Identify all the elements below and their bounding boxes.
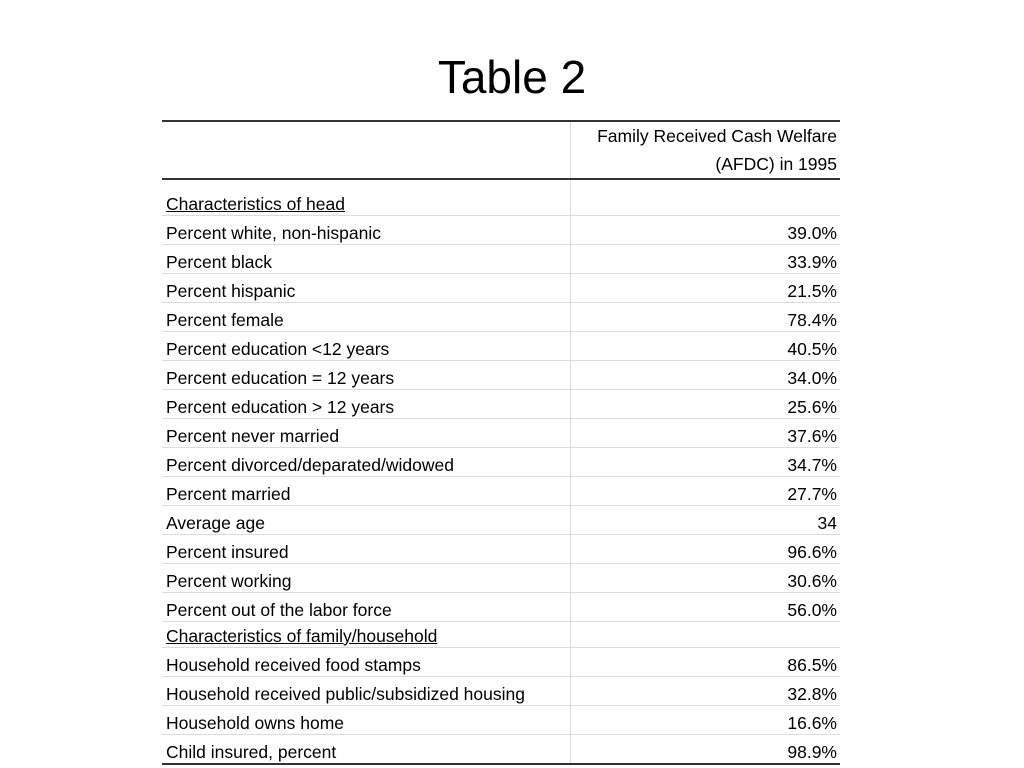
row-label: Percent hispanic xyxy=(162,274,570,303)
table-row xyxy=(162,216,840,245)
row-value: 16.6% xyxy=(570,706,840,735)
column-header-line1: Family Received Cash Welfare xyxy=(597,126,837,146)
row-label: Percent white, non-hispanic xyxy=(162,216,570,245)
page-title: Table 2 xyxy=(437,51,587,103)
table-row xyxy=(162,245,840,274)
table-row xyxy=(162,419,840,448)
row-value: 21.5% xyxy=(570,274,840,303)
row-label: Household received public/subsidized housing xyxy=(162,677,570,706)
row-label: Percent insured xyxy=(162,535,570,564)
row-value xyxy=(570,179,840,216)
row-value: 34 xyxy=(570,506,840,535)
row-label: Percent education <12 years xyxy=(162,332,570,361)
row-value: 33.9% xyxy=(570,245,840,274)
row-value: 98.9% xyxy=(570,735,840,765)
column-header xyxy=(570,121,840,179)
row-value: 32.8% xyxy=(570,677,840,706)
row-value: 27.7% xyxy=(570,477,840,506)
data-table xyxy=(162,120,840,765)
table-row xyxy=(162,735,840,765)
table-header-row xyxy=(162,121,840,179)
table-row xyxy=(162,448,840,477)
row-value: 86.5% xyxy=(570,648,840,677)
table-row xyxy=(162,677,840,706)
table-row xyxy=(162,706,840,735)
row-label: Percent never married xyxy=(162,419,570,448)
table-row xyxy=(162,303,840,332)
row-value: 96.6% xyxy=(570,535,840,564)
row-label: Percent education = 12 years xyxy=(162,361,570,390)
section-label: Characteristics of family/household xyxy=(162,622,570,648)
row-value: 56.0% xyxy=(570,593,840,622)
table-row xyxy=(162,535,840,564)
data-table-container xyxy=(162,120,840,765)
row-value: 39.0% xyxy=(570,216,840,245)
row-value: 40.5% xyxy=(570,332,840,361)
table-row xyxy=(162,274,840,303)
row-label: Percent out of the labor force xyxy=(162,593,570,622)
row-label: Percent female xyxy=(162,303,570,332)
row-value: 34.0% xyxy=(570,361,840,390)
row-label: Percent working xyxy=(162,564,570,593)
row-value: 25.6% xyxy=(570,390,840,419)
table-row xyxy=(162,564,840,593)
row-label: Percent divorced/deparated/widowed xyxy=(162,448,570,477)
table-row xyxy=(162,332,840,361)
section-row xyxy=(162,622,840,648)
table-row xyxy=(162,506,840,535)
row-label: Percent black xyxy=(162,245,570,274)
row-label: Percent married xyxy=(162,477,570,506)
row-value: 30.6% xyxy=(570,564,840,593)
table-row xyxy=(162,390,840,419)
row-label: Household received food stamps xyxy=(162,648,570,677)
table-row xyxy=(162,361,840,390)
section-row xyxy=(162,179,840,216)
header-blank-cell xyxy=(162,121,570,179)
row-value: 78.4% xyxy=(570,303,840,332)
row-label: Average age xyxy=(162,506,570,535)
column-header-line2: (AFDC) in 1995 xyxy=(715,154,837,174)
row-value: 37.6% xyxy=(570,419,840,448)
row-value xyxy=(570,622,840,648)
table-row xyxy=(162,593,840,622)
section-label: Characteristics of head xyxy=(162,179,570,216)
table-row xyxy=(162,477,840,506)
row-label: Child insured, percent xyxy=(162,735,570,765)
table-row xyxy=(162,648,840,677)
row-value: 34.7% xyxy=(570,448,840,477)
row-label: Household owns home xyxy=(162,706,570,735)
row-label: Percent education > 12 years xyxy=(162,390,570,419)
